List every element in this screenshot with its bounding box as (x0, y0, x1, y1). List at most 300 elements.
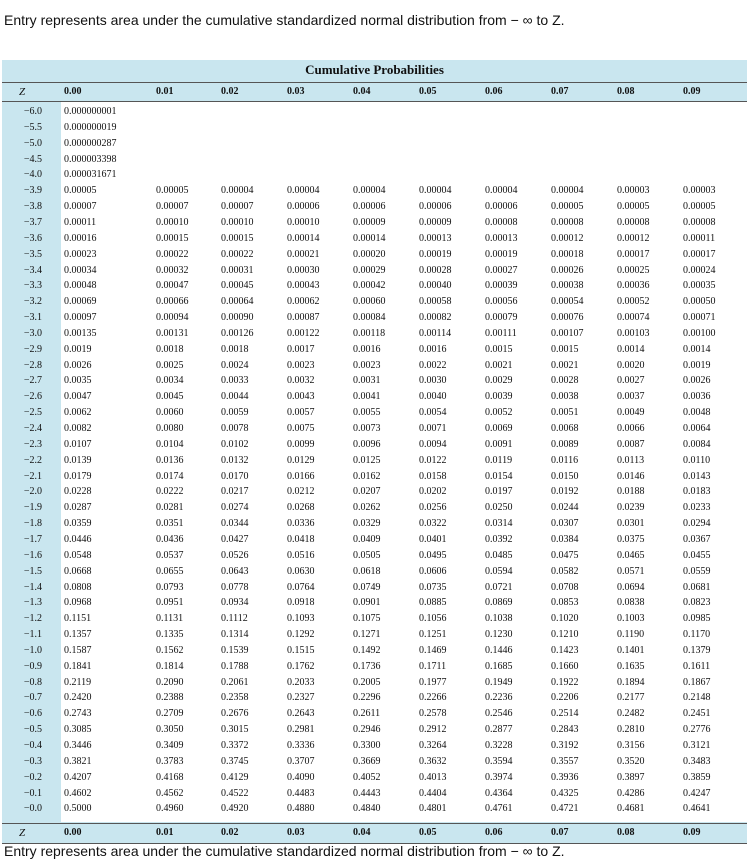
column-header-0-00: 0.00 (64, 827, 82, 838)
table-cell: 0.0294 (683, 518, 711, 530)
table-cell: 0.1401 (617, 644, 645, 656)
table-cell: 0.0031 (353, 375, 381, 387)
table-cell: 0.4013 (419, 771, 447, 783)
z-value: −0.6 (23, 708, 42, 720)
table-cell: 0.0068 (551, 423, 579, 434)
table-cell: 0.0793 (156, 581, 184, 593)
table-cell: 0.3228 (485, 740, 513, 751)
table-cell: 0.4207 (64, 771, 92, 783)
table-cell: 0.0029 (485, 375, 513, 387)
table-cell: 0.3372 (221, 740, 249, 751)
table-row (2, 801, 747, 817)
table-cell: 0.0019 (64, 343, 92, 355)
table-cell: 0.0571 (617, 565, 645, 577)
table-cell: 0.0250 (485, 502, 513, 514)
table-cell: 0.00076 (551, 312, 584, 324)
table-cell: 0.00011 (683, 232, 716, 244)
table-cell: 0.0026 (683, 375, 711, 387)
table-cell: 0.00025 (617, 264, 650, 276)
table-cell: 0.0409 (353, 533, 381, 545)
z-value: −3.8 (23, 201, 42, 213)
table-row (2, 770, 747, 786)
z-value: −5.5 (23, 121, 42, 133)
z-value: −1.6 (23, 549, 42, 561)
table-cell: 0.1423 (551, 644, 579, 656)
table-cell: 0.0102 (221, 438, 249, 450)
column-header-0-04: 0.04 (353, 827, 371, 838)
table-cell: 0.1335 (156, 629, 184, 641)
table-cell: 0.1446 (485, 644, 513, 656)
table-cell: 0.00005 (156, 185, 189, 197)
table-cell: 0.0017 (287, 343, 315, 355)
table-cell: 0.1075 (353, 613, 381, 625)
table-cell: 0.2005 (353, 676, 381, 688)
table-cell: 0.0582 (551, 565, 579, 577)
z-header: Z (18, 827, 26, 839)
table-cell: 0.1635 (617, 660, 645, 672)
table-cell: 0.00008 (551, 216, 584, 228)
table-cell: 0.4562 (156, 787, 184, 799)
table-cell: 0.0885 (419, 597, 447, 609)
z-value: −3.4 (23, 264, 42, 276)
table-cell: 0.00008 (485, 216, 518, 228)
table-cell: 0.0047 (64, 391, 92, 403)
table-cell: 0.00135 (64, 327, 97, 339)
table-cell: 0.0681 (683, 581, 711, 593)
table-cell: 0.0087 (617, 438, 645, 450)
table-cell: 0.0668 (64, 565, 92, 577)
table-cell: 0.2912 (419, 724, 447, 736)
table-cell: 0.00029 (353, 264, 386, 276)
table-cell: 0.3859 (683, 771, 711, 783)
table-cell: 0.0018 (156, 343, 184, 355)
table-cell: 0.00032 (156, 264, 189, 276)
table-cell: 0.0158 (419, 470, 447, 482)
table-cell: 0.1867 (683, 676, 711, 688)
table-cell: 0.0207 (353, 486, 381, 498)
column-header-0-07: 0.07 (551, 86, 569, 97)
table-row (2, 136, 747, 152)
table-cell: 0.00011 (64, 216, 97, 228)
table-cell: 0.000000287 (64, 137, 117, 149)
table-row (2, 294, 747, 310)
table-cell: 0.0069 (485, 423, 513, 434)
z-header: Z (18, 86, 26, 98)
table-cell: 0.00021 (287, 248, 320, 260)
table-cell: 0.00097 (64, 312, 97, 324)
table-cell: 0.00082 (419, 312, 452, 324)
table-cell: 0.0082 (64, 423, 92, 434)
table-cell: 0.0146 (617, 470, 645, 482)
table-cell: 0.1539 (221, 644, 249, 656)
table-cell: 0.3632 (419, 755, 447, 767)
table-row (2, 659, 747, 675)
z-value: −0.2 (23, 771, 42, 783)
table-cell: 0.1587 (64, 644, 92, 656)
table-row (2, 310, 747, 326)
table-row (2, 469, 747, 485)
table-cell: 0.0455 (683, 549, 711, 561)
table-row (2, 231, 747, 247)
table-cell: 0.0062 (64, 407, 92, 419)
table-cell: 0.0116 (551, 454, 579, 466)
table-cell: 0.00004 (353, 185, 386, 197)
table-cell: 0.0174 (156, 470, 184, 482)
table-cell: 0.00004 (287, 185, 320, 197)
table-cell: 0.00007 (221, 201, 254, 213)
table-cell: 0.1611 (683, 660, 711, 672)
table-row (2, 754, 747, 770)
column-header-0-05: 0.05 (419, 86, 437, 97)
table-cell: 0.00066 (156, 296, 189, 308)
table-cell: 0.1151 (64, 613, 92, 625)
table-cell: 0.00026 (551, 264, 584, 276)
table-cell: 0.0968 (64, 597, 92, 609)
column-header-0-05: 0.05 (419, 827, 437, 838)
table-cell: 0.00100 (683, 327, 716, 339)
table-cell: 0.4443 (353, 787, 381, 799)
table-cell: 0.0643 (221, 565, 249, 577)
table-cell: 0.0392 (485, 533, 513, 545)
table-cell: 0.0212 (287, 486, 315, 498)
table-cell: 0.1841 (64, 660, 92, 672)
table-cell: 0.1492 (353, 644, 381, 656)
table-cell: 0.2420 (64, 692, 92, 704)
column-header-0-09: 0.09 (683, 827, 701, 838)
table-cell: 0.0075 (287, 423, 315, 434)
table-cell: 0.4920 (221, 803, 249, 815)
table-cell: 0.0150 (551, 470, 579, 482)
table-cell: 0.00058 (419, 296, 452, 308)
table-cell: 0.1469 (419, 644, 447, 656)
column-header-row-bottom (2, 823, 747, 844)
table-row (2, 199, 747, 215)
table-cell: 0.00074 (617, 312, 650, 324)
table-cell: 0.0057 (287, 407, 315, 419)
table-cell: 0.00020 (353, 248, 386, 260)
table-cell: 0.2266 (419, 692, 447, 704)
table-cell: 0.0233 (683, 502, 711, 514)
table-row (2, 786, 747, 802)
table-cell: 0.0778 (221, 581, 249, 593)
table-cell: 0.0344 (221, 518, 249, 530)
table-cell: 0.2327 (287, 692, 315, 704)
table-cell: 0.0027 (617, 375, 645, 387)
table-cell: 0.0066 (617, 423, 645, 434)
table-cell: 0.00107 (551, 327, 584, 339)
table-cell: 0.3015 (221, 724, 249, 736)
table-cell: 0.0351 (156, 518, 184, 530)
table-row (2, 152, 747, 168)
table-cell: 0.3897 (617, 771, 645, 783)
table-cell: 0.0951 (156, 597, 184, 609)
table-cell: 0.00071 (683, 312, 716, 324)
z-value: −3.0 (23, 327, 42, 339)
z-value: −0.5 (23, 724, 42, 736)
table-cell: 0.1093 (287, 613, 315, 625)
table-cell: 0.0197 (485, 486, 513, 498)
table-cell: 0.0322 (419, 518, 447, 530)
table-cell: 0.0401 (419, 533, 447, 545)
table-cell: 0.00019 (485, 248, 518, 260)
table-cell: 0.00010 (156, 216, 189, 228)
z-value: −1.0 (23, 644, 42, 656)
table-cell: 0.0129 (287, 454, 315, 466)
table-cell: 0.00005 (551, 201, 584, 213)
table-row (2, 580, 747, 596)
table-cell: 0.0655 (156, 565, 184, 577)
table-row (2, 167, 747, 183)
table-cell: 0.0073 (353, 423, 381, 434)
table-cell: 0.2946 (353, 724, 381, 736)
table-cell: 0.0934 (221, 597, 249, 609)
table-row (2, 437, 747, 453)
table-cell: 0.1003 (617, 613, 645, 625)
column-header-0-08: 0.08 (617, 827, 635, 838)
table-cell: 0.00087 (287, 312, 320, 324)
table-cell: 0.0281 (156, 502, 184, 514)
table-cell: 0.1131 (156, 613, 184, 625)
table-cell: 0.0060 (156, 407, 184, 419)
table-cell: 0.0436 (156, 533, 184, 545)
table-row (2, 643, 747, 659)
table-cell: 0.00042 (353, 280, 386, 292)
table-cell: 0.0166 (287, 470, 315, 482)
table-row (2, 389, 747, 405)
table-cell: 0.3520 (617, 755, 645, 767)
table-cell: 0.4247 (683, 787, 711, 799)
table-cell: 0.3336 (287, 740, 315, 751)
table-cell: 0.0038 (551, 391, 579, 403)
column-header-0-01: 0.01 (156, 86, 174, 97)
z-value: −1.1 (23, 629, 42, 641)
table-cell: 0.0516 (287, 549, 315, 561)
table-cell: 0.00008 (617, 216, 650, 228)
table-cell: 0.0064 (683, 423, 711, 434)
table-cell: 0.2451 (683, 708, 711, 720)
table-cell: 0.0139 (64, 454, 92, 466)
table-cell: 0.00111 (485, 327, 517, 339)
z-value: −6.0 (23, 106, 42, 117)
table-cell: 0.00030 (287, 264, 320, 276)
table-row (2, 405, 747, 421)
table-cell: 0.3192 (551, 740, 579, 751)
table-cell: 0.4801 (419, 803, 447, 815)
table-cell: 0.1515 (287, 644, 315, 656)
table-cell: 0.2033 (287, 676, 315, 688)
table-row (2, 595, 747, 611)
table-cell: 0.0228 (64, 486, 92, 498)
table-cell: 0.0384 (551, 533, 579, 545)
table-cell: 0.00039 (485, 280, 518, 292)
table-cell: 0.4880 (287, 803, 315, 815)
table-row (2, 183, 747, 199)
table-cell: 0.0055 (353, 407, 381, 419)
table-cell: 0.4483 (287, 787, 315, 799)
table-cell: 0.2743 (64, 708, 92, 720)
table-row (2, 738, 747, 754)
table-cell: 0.0217 (221, 486, 249, 498)
table-title: Cumulative Probabilities (305, 62, 444, 77)
table-cell: 0.00016 (64, 232, 97, 244)
table-cell: 0.0052 (485, 407, 513, 419)
z-value: −1.5 (23, 565, 42, 577)
table-cell: 0.00126 (221, 327, 254, 339)
table-cell: 0.0015 (551, 343, 579, 355)
z-value: −1.8 (23, 518, 42, 530)
table-cell: 0.00028 (419, 264, 452, 276)
table-cell: 0.1020 (551, 613, 579, 625)
table-cell: 0.3974 (485, 771, 513, 783)
table-cell: 0.00010 (287, 216, 320, 228)
z-value: −3.7 (23, 216, 42, 228)
caption-bottom: Entry represents area under the cumulative standardized normal distribution from − ∞ to Z. (4, 843, 565, 859)
table-cell: 0.0559 (683, 565, 711, 577)
table-cell: 0.1562 (156, 644, 184, 656)
table-cell: 0.00006 (353, 201, 386, 213)
table-cell: 0.0735 (419, 581, 447, 593)
table-cell: 0.00031 (221, 264, 254, 276)
table-cell: 0.0039 (485, 391, 513, 403)
table-cell: 0.0021 (485, 359, 513, 371)
table-cell: 0.1977 (419, 676, 447, 688)
table-cell: 0.1660 (551, 660, 579, 672)
table-cell: 0.4404 (419, 787, 447, 799)
table-cell: 0.1711 (419, 660, 447, 672)
table-cell: 0.00034 (64, 264, 97, 276)
table-cell: 0.4522 (221, 787, 249, 799)
table-cell: 0.00023 (64, 248, 97, 260)
table-cell: 0.0418 (287, 533, 315, 545)
table-cell: 0.1762 (287, 660, 315, 672)
table-cell: 0.000031671 (64, 169, 117, 181)
table-row (2, 247, 747, 263)
table-cell: 0.2578 (419, 708, 447, 720)
table-cell: 0.0036 (683, 391, 711, 403)
table-cell: 0.0078 (221, 423, 249, 434)
table-cell: 0.2810 (617, 724, 645, 736)
table-cell: 0.0262 (353, 502, 381, 514)
table-cell: 0.3707 (287, 755, 315, 767)
z-value: −4.5 (23, 153, 42, 165)
table-cell: 0.3050 (156, 724, 184, 736)
table-cell: 0.0080 (156, 423, 184, 434)
table-cell: 0.00052 (617, 296, 650, 308)
table-cell: 0.00094 (156, 312, 189, 324)
table-cell: 0.0594 (485, 565, 513, 577)
table-cell: 0.0021 (551, 359, 579, 371)
table-cell: 0.0314 (485, 518, 513, 530)
column-header-0-00: 0.00 (64, 86, 82, 97)
table-cell: 0.00009 (353, 216, 386, 228)
z-value: −1.4 (23, 581, 42, 593)
column-header-row-top (2, 82, 747, 102)
table-cell: 0.0119 (485, 454, 513, 466)
table-cell: 0.2296 (353, 692, 381, 704)
table-cell: 0.4721 (551, 803, 579, 815)
table-cell: 0.1379 (683, 644, 711, 656)
table-cell: 0.00022 (156, 248, 189, 260)
table-cell: 0.0143 (683, 470, 711, 482)
table-cell: 0.0113 (617, 454, 645, 466)
table-cell: 0.1736 (353, 660, 381, 672)
table-cell: 0.1112 (221, 613, 248, 625)
table-cell: 0.3821 (64, 755, 92, 767)
table-cell: 0.0465 (617, 549, 645, 561)
table-cell: 0.1814 (156, 660, 184, 672)
table-row (2, 722, 747, 738)
table-row (2, 706, 747, 722)
table-cell: 0.0239 (617, 502, 645, 514)
z-value: −2.0 (23, 486, 42, 498)
table-cell: 0.0475 (551, 549, 579, 561)
table-cell: 0.00003 (617, 185, 650, 197)
column-header-0-02: 0.02 (221, 86, 239, 97)
table-cell: 0.0329 (353, 518, 381, 530)
table-cell: 0.0019 (683, 359, 711, 371)
table-cell: 0.00006 (485, 201, 518, 213)
table-cell: 0.00090 (221, 312, 254, 324)
table-cell: 0.0853 (551, 597, 579, 609)
table-cell: 0.00035 (683, 280, 716, 292)
table-cell: 0.0838 (617, 597, 645, 609)
table-row (2, 690, 747, 706)
z-value: −3.6 (23, 232, 42, 244)
table-cell: 0.4129 (221, 771, 249, 783)
table-cell: 0.00012 (551, 232, 584, 244)
z-value: −2.1 (23, 470, 42, 482)
z-value: −3.2 (23, 296, 42, 308)
z-value: −2.5 (23, 407, 42, 419)
table-cell: 0.00004 (221, 185, 254, 197)
table-cell: 0.0202 (419, 486, 447, 498)
z-value: −2.8 (23, 359, 42, 371)
table-cell: 0.0136 (156, 454, 184, 466)
table-cell: 0.2090 (156, 676, 184, 688)
z-value: −0.9 (23, 660, 42, 672)
column-header-0-02: 0.02 (221, 827, 239, 838)
table-cell: 0.0427 (221, 533, 249, 545)
table-cell: 0.00005 (64, 185, 97, 197)
table-cell: 0.0125 (353, 454, 381, 466)
table-cell: 0.0033 (221, 375, 249, 387)
table-cell: 0.0044 (221, 391, 249, 403)
column-header-0-09: 0.09 (683, 86, 701, 97)
table-cell: 0.2061 (221, 676, 249, 688)
table-row (2, 500, 747, 516)
table-cell: 0.0132 (221, 454, 249, 466)
table-cell: 0.0901 (353, 597, 381, 609)
table-cell: 0.0495 (419, 549, 447, 561)
table-cell: 0.0016 (353, 343, 381, 355)
column-header-0-07: 0.07 (551, 827, 569, 838)
table-cell: 0.3264 (419, 740, 447, 751)
table-cell: 0.0188 (617, 486, 645, 498)
table-cell: 0.00118 (353, 327, 386, 339)
table-row (2, 453, 747, 469)
table-cell: 0.00015 (221, 232, 254, 244)
table-row (2, 564, 747, 580)
table-cell: 0.0367 (683, 533, 711, 545)
table-cell: 0.00022 (221, 248, 254, 260)
z-value: −1.3 (23, 597, 42, 609)
table-cell: 0.00027 (485, 264, 518, 276)
table-cell: 0.00062 (287, 296, 320, 308)
z-value: −0.3 (23, 755, 42, 767)
table-cell: 0.0375 (617, 533, 645, 545)
z-value: −2.3 (23, 438, 42, 450)
table-cell: 0.0110 (683, 454, 711, 466)
